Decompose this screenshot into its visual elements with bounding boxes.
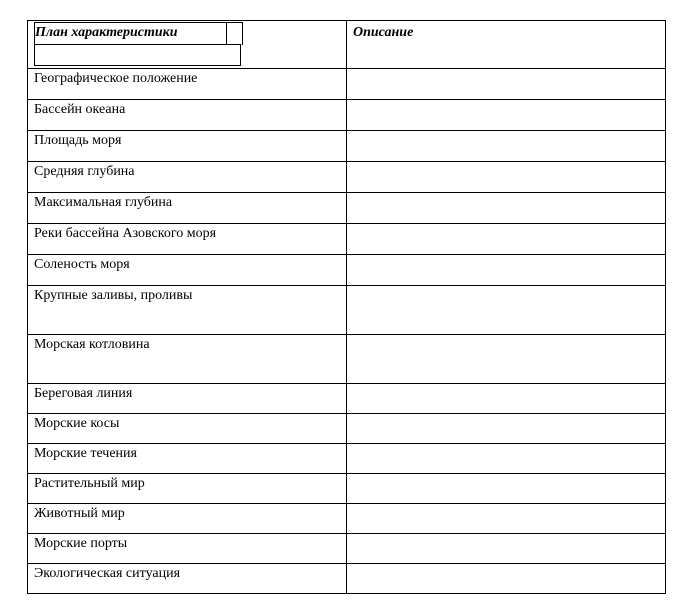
row-label-cell xyxy=(28,131,347,162)
row-label-cell xyxy=(28,193,347,224)
row-label-cell xyxy=(28,384,347,414)
row-description xyxy=(347,414,665,416)
row-description-cell[interactable] xyxy=(347,384,666,414)
row-label: Животный мир xyxy=(34,506,125,521)
row-label-cell xyxy=(28,504,347,534)
header-plan-label: План характеристики xyxy=(35,25,178,40)
row-label: Растительный мир xyxy=(34,476,145,491)
table-row xyxy=(28,193,666,224)
row-label: Экологическая ситуация xyxy=(34,566,181,581)
row-label: Соленость моря xyxy=(34,257,130,272)
row-description-cell[interactable] xyxy=(347,335,666,384)
row-description xyxy=(347,162,665,164)
header-frame-divider xyxy=(34,44,241,45)
table-row xyxy=(28,69,666,100)
row-description-cell[interactable] xyxy=(347,255,666,286)
row-description-cell[interactable] xyxy=(347,224,666,255)
row-description-cell[interactable] xyxy=(347,564,666,594)
header-frame-notch xyxy=(226,22,243,45)
row-label: Морская котловина xyxy=(34,337,150,352)
table-header-row xyxy=(28,21,666,69)
row-description xyxy=(347,474,665,476)
table-row xyxy=(28,504,666,534)
row-description-cell[interactable] xyxy=(347,504,666,534)
row-label-cell xyxy=(28,286,347,335)
row-label: Географическое положение xyxy=(34,71,198,86)
table-row xyxy=(28,564,666,594)
header-cell-description xyxy=(347,21,666,69)
row-description xyxy=(347,384,665,386)
row-label: Реки бассейна Азовского моря xyxy=(34,226,217,241)
row-label: Площадь моря xyxy=(34,133,122,148)
row-description-cell[interactable] xyxy=(347,534,666,564)
row-description xyxy=(347,131,665,133)
row-description xyxy=(347,564,665,566)
header-cell-plan xyxy=(28,21,347,69)
table-row xyxy=(28,534,666,564)
row-label: Максимальная глубина xyxy=(34,195,173,210)
header-description-label: Описание xyxy=(353,25,414,40)
characteristics-table xyxy=(27,20,666,594)
row-description xyxy=(347,224,665,226)
row-description-cell[interactable] xyxy=(347,69,666,100)
table-row xyxy=(28,131,666,162)
row-description-cell[interactable] xyxy=(347,162,666,193)
row-label: Береговая линия xyxy=(34,386,133,401)
row-description xyxy=(347,286,665,288)
row-label-cell xyxy=(28,564,347,594)
row-description-cell[interactable] xyxy=(347,286,666,335)
row-description xyxy=(347,444,665,446)
row-label-cell xyxy=(28,444,347,474)
row-description-cell[interactable] xyxy=(347,131,666,162)
table-row xyxy=(28,474,666,504)
row-label-cell xyxy=(28,255,347,286)
row-label: Морские течения xyxy=(34,446,137,461)
row-label-cell xyxy=(28,474,347,504)
row-description xyxy=(347,335,665,337)
characteristics-sheet xyxy=(27,20,665,594)
table-row xyxy=(28,286,666,335)
table-row xyxy=(28,162,666,193)
row-description xyxy=(347,100,665,102)
row-description-cell[interactable] xyxy=(347,414,666,444)
row-label: Морские косы xyxy=(34,416,120,431)
table-row xyxy=(28,224,666,255)
row-description xyxy=(347,504,665,506)
row-description-cell[interactable] xyxy=(347,193,666,224)
table-row xyxy=(28,335,666,384)
table-row xyxy=(28,255,666,286)
row-description-cell[interactable] xyxy=(347,100,666,131)
row-label-cell xyxy=(28,224,347,255)
row-description xyxy=(347,534,665,536)
table-row xyxy=(28,100,666,131)
row-label-cell xyxy=(28,162,347,193)
row-label-cell xyxy=(28,335,347,384)
table-row xyxy=(28,384,666,414)
row-description xyxy=(347,69,665,71)
row-label-cell xyxy=(28,414,347,444)
row-description xyxy=(347,255,665,257)
row-description-cell[interactable] xyxy=(347,474,666,504)
table-row xyxy=(28,414,666,444)
row-description-cell[interactable] xyxy=(347,444,666,474)
row-label-cell xyxy=(28,534,347,564)
row-label-cell xyxy=(28,69,347,100)
row-label-cell xyxy=(28,100,347,131)
row-label: Средняя глубина xyxy=(34,164,135,179)
table-row xyxy=(28,444,666,474)
row-label: Морские порты xyxy=(34,536,128,551)
row-description xyxy=(347,193,665,195)
row-label: Бассейн океана xyxy=(34,102,126,117)
row-label: Крупные заливы, проливы xyxy=(34,288,193,303)
